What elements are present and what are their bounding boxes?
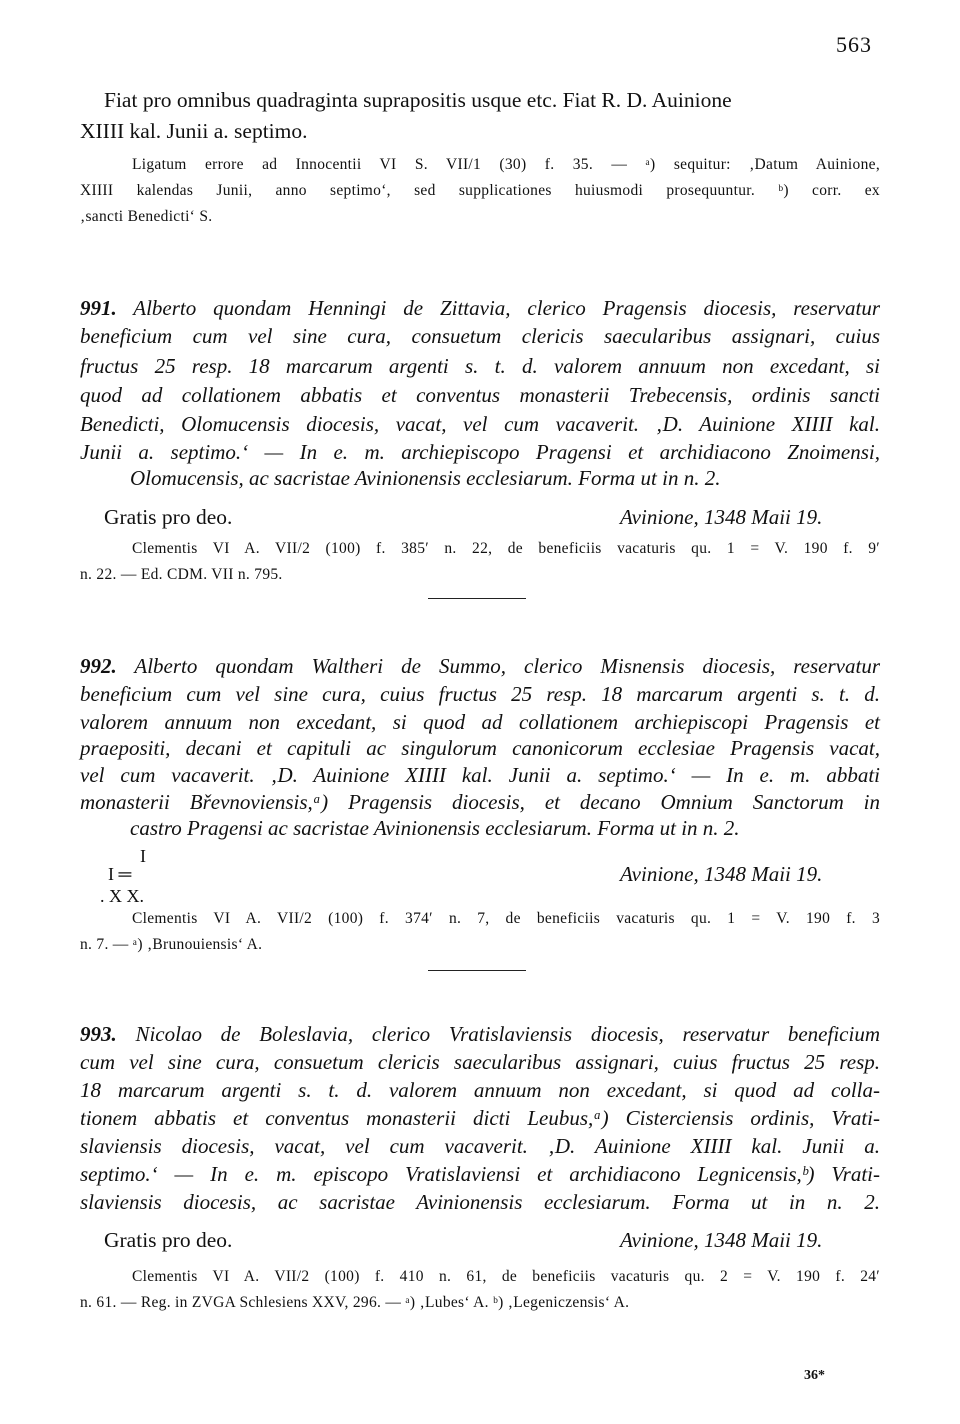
page-number: 563 [836, 32, 872, 57]
top-text-line-2: XIIII kal. Junii a. septimo. [80, 119, 308, 143]
entry-993-line-2: cum vel sine cura, consuetum clericis saecularibus assignari, cuius fructus 25 resp. [80, 1050, 880, 1074]
entry-993-line-3: 18 marcarum argenti s. t. d. valorem annuum non excedant, si quod ad colla- [80, 1078, 880, 1102]
entry-992-line-4: praepositi, decani et capituli ac singulorum canonicorum ecclesiae Pragensis vacat, [80, 736, 880, 760]
entry-number: 992. [80, 654, 117, 678]
entry-992-line-5: vel cum vacaverit. ‚D. Auinione XIIII kal. Junii a. septimo.‘ — In e. m. abbati [80, 763, 880, 787]
entry-993-line-6: septimo.‘ — In e. m. episcopo Vratislaviensi et archidiacono Legnicensis,ᵇ) Vrati- [80, 1162, 880, 1186]
entry-993-gratis: Gratis pro deo. [104, 1228, 233, 1252]
entry-992-line-2: beneficium cum vel sine cura, cuius fructus 25 resp. 18 marcarum argenti s. t. d. [80, 682, 880, 706]
entry-991-date: Avinione, 1348 Maii 19. [620, 505, 823, 529]
entry-992-line-3: valorem annuum non excedant, si quod ad collationem archiepiscopi Pragensis et [80, 710, 880, 734]
entry-991-line-3: fructus 25 resp. 18 marcarum argenti s. t. d. valorem annuum non excedant, si [80, 354, 880, 378]
entry-992-note-1: Clementis VI A. VII/2 (100) f. 374′ n. 7, de beneficiis vacaturis qu. 1 = V. 190 f. 3 [132, 910, 880, 927]
entry-992-line-1 [80, 654, 880, 679]
entry-992-first-line-text: Alberto quondam Waltheri de Summo, clerico Misnensis diocesis, reservatur [134, 654, 880, 678]
top-note-line-1: Ligatum errore ad Innocentii VI S. VII/1 (30) f. 35. — ᵃ) sequitur: ‚Datum Auinione, [132, 156, 880, 173]
entry-993-line-5: slaviensis diocesis, vacat, vel cum vacaverit. ‚D. Auinione XIIII kal. Junii a. [80, 1134, 880, 1158]
entry-991-line-7: Olomucensis, ac sacristae Avinionensis ecclesiarum. Forma ut in n. 2. [130, 466, 721, 490]
entry-number: 993. [80, 1022, 117, 1046]
entry-991-line-6: Junii a. septimo.‘ — In e. m. archiepiscopo Pragensi et archidiacono Znoimensi, [80, 440, 880, 464]
entry-993-date: Avinione, 1348 Maii 19. [620, 1228, 823, 1252]
entry-separator [428, 970, 526, 971]
entry-993-line-1 [80, 1022, 880, 1047]
taxa-mark-middle: I ═ [108, 864, 132, 884]
taxa-mark-bottom: . X X. [100, 886, 144, 906]
entry-991-note-1: Clementis VI A. VII/2 (100) f. 385′ n. 22, de beneficiis vacaturis qu. 1 = V. 190 f. 9′ [132, 540, 880, 557]
entry-993-note-1: Clementis VI A. VII/2 (100) f. 410 n. 61, de beneficiis vacaturis qu. 2 = V. 190 f. 24′ [132, 1268, 880, 1285]
entry-separator [428, 598, 526, 599]
entry-991-line-4: quod ad collationem abbatis et conventus monasterii Trebecensis, ordinis sancti [80, 383, 880, 407]
entry-993-note-2: n. 61. — Reg. in ZVGA Schlesiens XXV, 296. — ᵃ) ‚Lubes‘ A. ᵇ) ‚Legeniczensis‘ A. [80, 1294, 630, 1311]
signature-mark: 36* [804, 1368, 825, 1383]
entry-992-note-2: n. 7. — ᵃ) ‚Brunouiensis‘ A. [80, 936, 263, 953]
entry-number: 991. [80, 296, 117, 320]
entry-991-line-5: Benedicti, Olomucensis diocesis, vacat, vel cum vacaverit. ‚D. Auinione XIIII kal. [80, 412, 880, 436]
entry-993-first-line-text: Nicolao de Boleslavia, clerico Vratislaviensis diocesis, reservatur beneficium [135, 1022, 880, 1046]
entry-991-gratis: Gratis pro deo. [104, 505, 233, 529]
entry-991-note-2: n. 22. — Ed. CDM. VII n. 795. [80, 566, 283, 583]
taxa-mark-top: I [140, 846, 146, 866]
entry-991-line-2: beneficium cum vel sine cura, consuetum clericis saecularibus assignari, cuius [80, 324, 880, 348]
entry-993-line-7: slaviensis diocesis, ac sacristae Avinionensis ecclesiarum. Forma ut in n. 2. [80, 1190, 880, 1214]
top-note-line-3: ‚sancti Benedicti‘ S. [80, 208, 213, 225]
entry-992-line-7: castro Pragensi ac sacristae Avinionensis ecclesiarum. Forma ut in n. 2. [130, 816, 740, 840]
top-note-line-2: XIIII kalendas Junii, anno septimo‘, sed supplicationes huiusmodi prosequuntur. ᵇ) corr. ex [80, 182, 880, 199]
entry-992-date: Avinione, 1348 Maii 19. [620, 862, 823, 886]
entry-992-line-6: monasterii Břevnoviensis,ᵃ) Pragensis diocesis, et decano Omnium Sanctorum in [80, 790, 880, 814]
entry-993-line-4: tionem abbatis et conventus monasterii dicti Leubus,ᵃ) Cisterciensis ordinis, Vrati- [80, 1106, 880, 1130]
entry-991-line-1 [80, 296, 880, 321]
top-text-line-1: Fiat pro omnibus quadraginta suprapositis usque etc. Fiat R. D. Auinione [104, 88, 732, 112]
entry-991-first-line-text: Alberto quondam Henningi de Zittavia, clerico Pragensis diocesis, reservatur [133, 296, 880, 320]
